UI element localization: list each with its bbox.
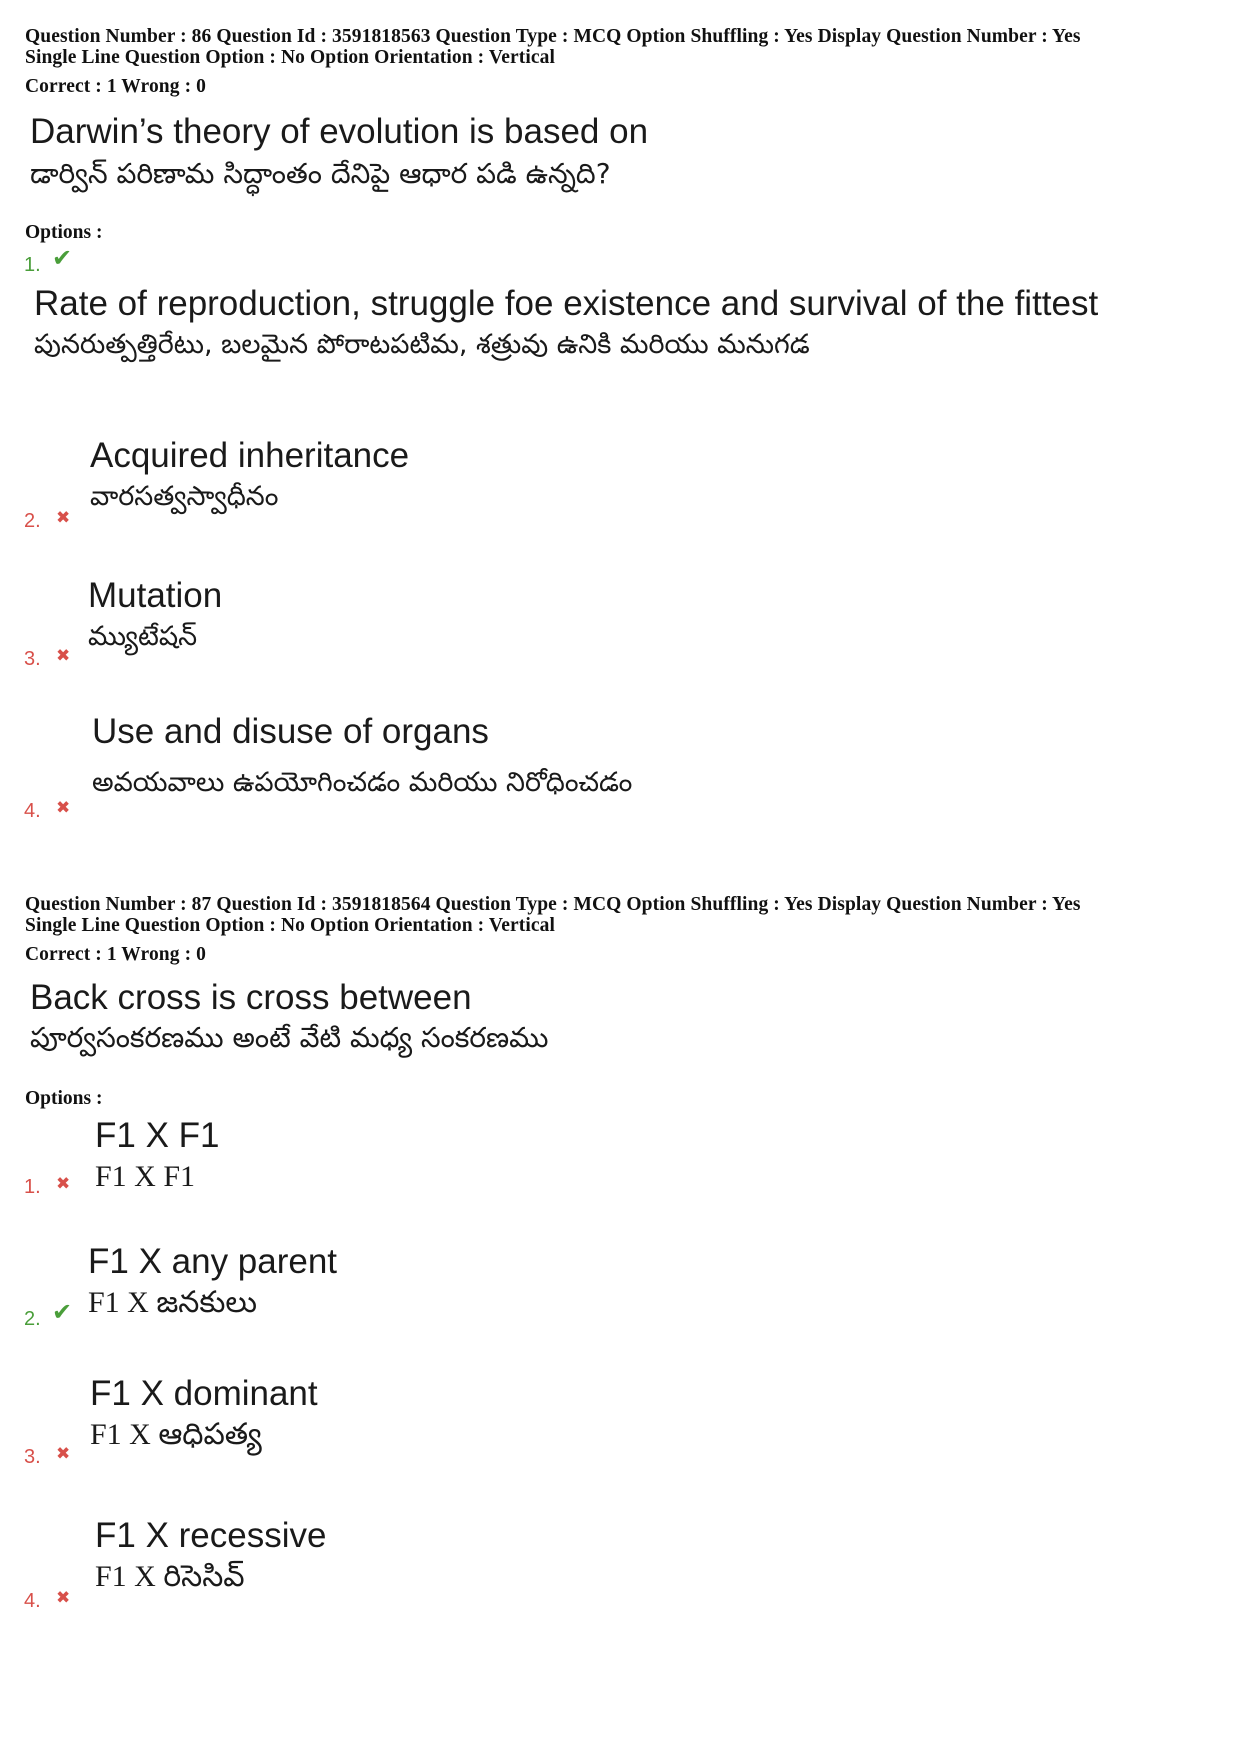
option-text-en: F1 X dominant bbox=[90, 1374, 318, 1413]
option-text-en: Use and disuse of organs bbox=[92, 712, 489, 751]
option-text-en: F1 X recessive bbox=[95, 1516, 327, 1555]
options-label: Options : bbox=[25, 1088, 103, 1109]
option-text-te: అవయవాలు ఉపయోగించడం మరియు నిరోధించడం bbox=[92, 767, 633, 798]
option-number: 3. bbox=[24, 1446, 41, 1468]
option-2[interactable] bbox=[90, 436, 409, 518]
option-number: 1. bbox=[24, 1176, 41, 1198]
option-text-te: F1 X జనకులు bbox=[88, 1286, 258, 1319]
option-3[interactable] bbox=[90, 1374, 318, 1456]
option-number: 4. bbox=[24, 800, 41, 822]
cross-icon: ✖ bbox=[56, 1174, 71, 1194]
option-number: 3. bbox=[24, 648, 41, 670]
option-text-te: వారసత్వస్వాధీనం bbox=[90, 481, 279, 512]
option-text-en: Rate of reproduction, struggle foe existence and survival of the fittest bbox=[34, 284, 1099, 323]
option-4[interactable] bbox=[92, 712, 632, 804]
option-number: 2. bbox=[24, 1308, 41, 1330]
question-text bbox=[30, 978, 548, 1058]
option-text-te: F1 X రిసెసివ్ bbox=[95, 1560, 245, 1593]
question-meta-line2: Single Line Question Option : No Option Orientation : Vertical bbox=[25, 915, 556, 936]
option-number: 1. bbox=[24, 254, 41, 276]
options-label: Options : bbox=[25, 222, 103, 243]
option-1[interactable] bbox=[34, 284, 1098, 366]
question-meta-line1: Question Number : 86 Question Id : 3591818563 Question Type : MCQ Option Shuffling : Yes Display Question Number : Yes bbox=[25, 26, 1081, 47]
question-meta-line2: Single Line Question Option : No Option Orientation : Vertical bbox=[25, 47, 556, 68]
option-text-te: మ్యుటేషన్ bbox=[88, 621, 198, 652]
question-meta-line3: Correct : 1 Wrong : 0 bbox=[25, 944, 206, 965]
option-text-en: F1 X any parent bbox=[88, 1242, 338, 1281]
check-icon: ✔ bbox=[52, 1298, 73, 1326]
option-number: 2. bbox=[24, 510, 41, 532]
option-text-te: F1 X F1 bbox=[95, 1160, 196, 1193]
option-4[interactable] bbox=[95, 1516, 326, 1598]
cross-icon: ✖ bbox=[56, 798, 71, 818]
cross-icon: ✖ bbox=[56, 1588, 71, 1608]
check-icon: ✔ bbox=[52, 244, 73, 272]
option-text-te: పునరుత్పత్తిరేటు, బలమైన పోరాటపటిమ, శత్రువు ఉనికి మరియు మనుగడ bbox=[34, 329, 810, 360]
option-text-te: F1 X ఆధిపత్య bbox=[90, 1418, 262, 1451]
question-meta-line3: Correct : 1 Wrong : 0 bbox=[25, 76, 206, 97]
option-text-en: F1 X F1 bbox=[95, 1116, 220, 1155]
question-text bbox=[30, 112, 648, 194]
question-text-te: డార్విన్ పరిణామ సిద్ధాంతం దేనిపై ఆధార పడి ఉన్నది? bbox=[30, 157, 611, 190]
question-text-te: పూర్వసంకరణము అంటే వేటి మధ్య సంకరణము bbox=[30, 1021, 549, 1054]
cross-icon: ✖ bbox=[56, 1444, 71, 1464]
option-1[interactable] bbox=[95, 1116, 219, 1198]
cross-icon: ✖ bbox=[56, 508, 71, 528]
question-meta-line1: Question Number : 87 Question Id : 3591818564 Question Type : MCQ Option Shuffling : Yes Display Question Number : Yes bbox=[25, 894, 1081, 915]
question-text-en: Back cross is cross between bbox=[30, 978, 472, 1017]
option-number: 4. bbox=[24, 1590, 41, 1612]
question-text-en: Darwin’s theory of evolution is based on bbox=[30, 112, 649, 151]
cross-icon: ✖ bbox=[56, 646, 71, 666]
option-text-en: Acquired inheritance bbox=[90, 436, 410, 475]
option-3[interactable] bbox=[88, 576, 222, 658]
option-2[interactable] bbox=[88, 1242, 337, 1324]
option-text-en: Mutation bbox=[88, 576, 223, 615]
